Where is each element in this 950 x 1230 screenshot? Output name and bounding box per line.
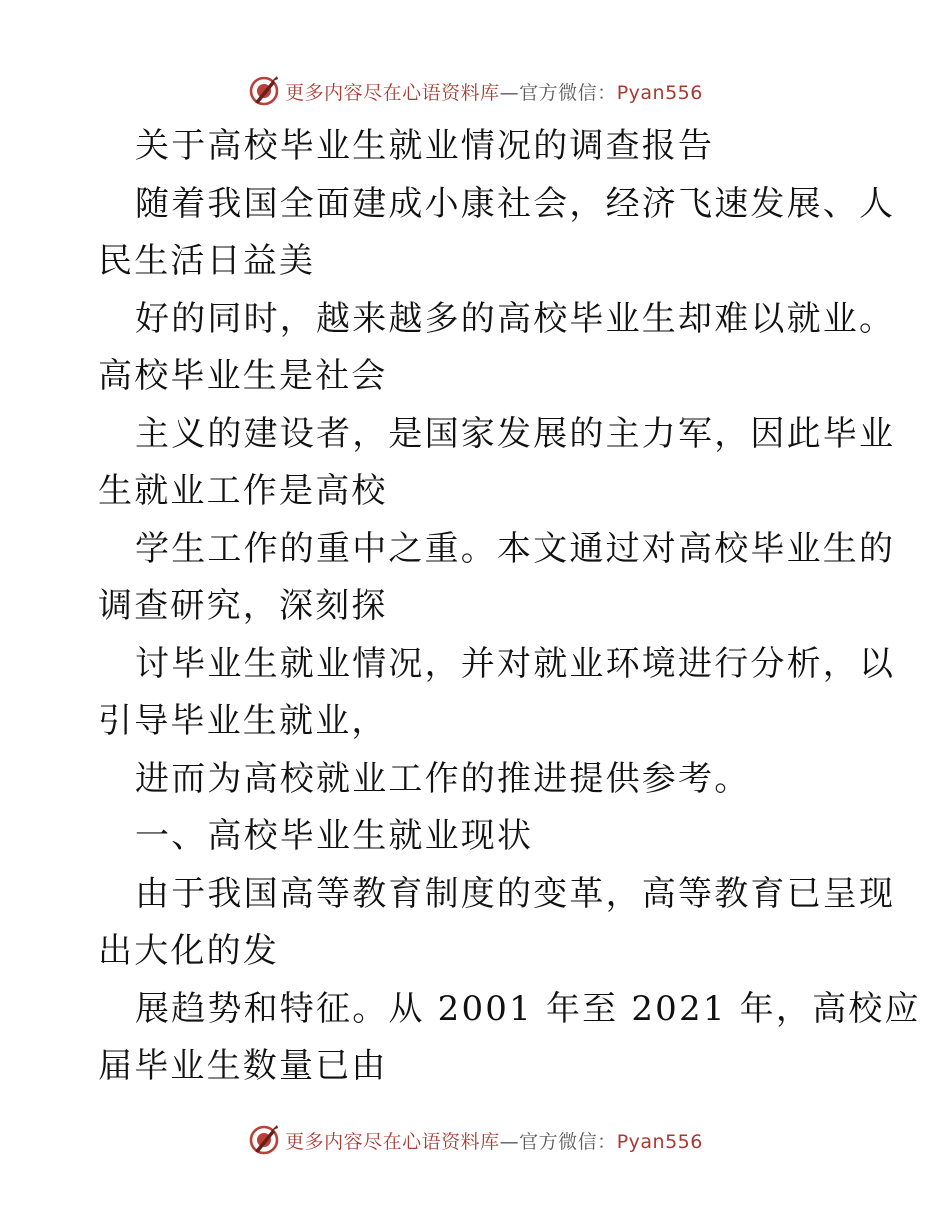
- section-heading: 一、高校毕业生就业现状: [135, 816, 534, 856]
- watermark-text: [285, 78, 703, 105]
- watermark-site-text: 更多内容尽在心语资料库: [285, 1130, 500, 1153]
- watermark-wechat-label: 官方微信：: [519, 81, 617, 104]
- header-watermark: [0, 71, 950, 111]
- paragraph-line: 讨毕业生就业情况，并对就业环境进行分析，以: [135, 643, 896, 684]
- watermark-separator: —: [499, 1130, 520, 1153]
- quill-logo-icon: [247, 1123, 281, 1157]
- footer-watermark: [0, 1120, 950, 1160]
- watermark-wechat-label: 官方微信：: [519, 1130, 617, 1153]
- watermark-wechat-id: Pyan556: [616, 1130, 703, 1153]
- paragraph-line: 主义的建设者，是国家发展的主力军，因此毕业: [135, 413, 896, 454]
- paragraph-line: 民生活日益美: [98, 241, 316, 281]
- paragraph-line: 随着我国全面建成小康社会，经济飞速发展、人: [135, 183, 896, 224]
- document-title: 关于高校毕业生就业情况的调查报告: [135, 126, 715, 166]
- paragraph-line: 好的同时，越来越多的高校毕业生却难以就业。: [135, 298, 896, 339]
- watermark-site-text: 更多内容尽在心语资料库: [285, 81, 500, 104]
- paragraph-line: 高校毕业生是社会: [98, 356, 388, 396]
- paragraph-line: 届毕业生数量已由: [98, 1046, 388, 1086]
- watermark-text: [285, 1127, 703, 1154]
- paragraph-line: 调查研究，深刻探: [98, 586, 388, 626]
- paragraph-line: 学生工作的重中之重。本文通过对高校毕业生的: [135, 528, 896, 569]
- paragraph-line: 进而为高校就业工作的推进提供参考。: [135, 758, 751, 799]
- paragraph-line: 生就业工作是高校: [98, 471, 388, 511]
- watermark-separator: —: [499, 81, 520, 104]
- watermark-wechat-id: Pyan556: [616, 81, 703, 104]
- paragraph-line: 展趋势和特征。从 2001 年至 2021 年，高校应: [135, 988, 921, 1029]
- paragraph-line: 引导毕业生就业，: [98, 701, 388, 741]
- paragraph-line: 出大化的发: [98, 931, 279, 971]
- quill-logo-icon: [247, 74, 281, 108]
- document-body: [98, 118, 921, 1096]
- paragraph-line: 由于我国高等教育制度的变革，高等教育已呈现: [135, 873, 896, 914]
